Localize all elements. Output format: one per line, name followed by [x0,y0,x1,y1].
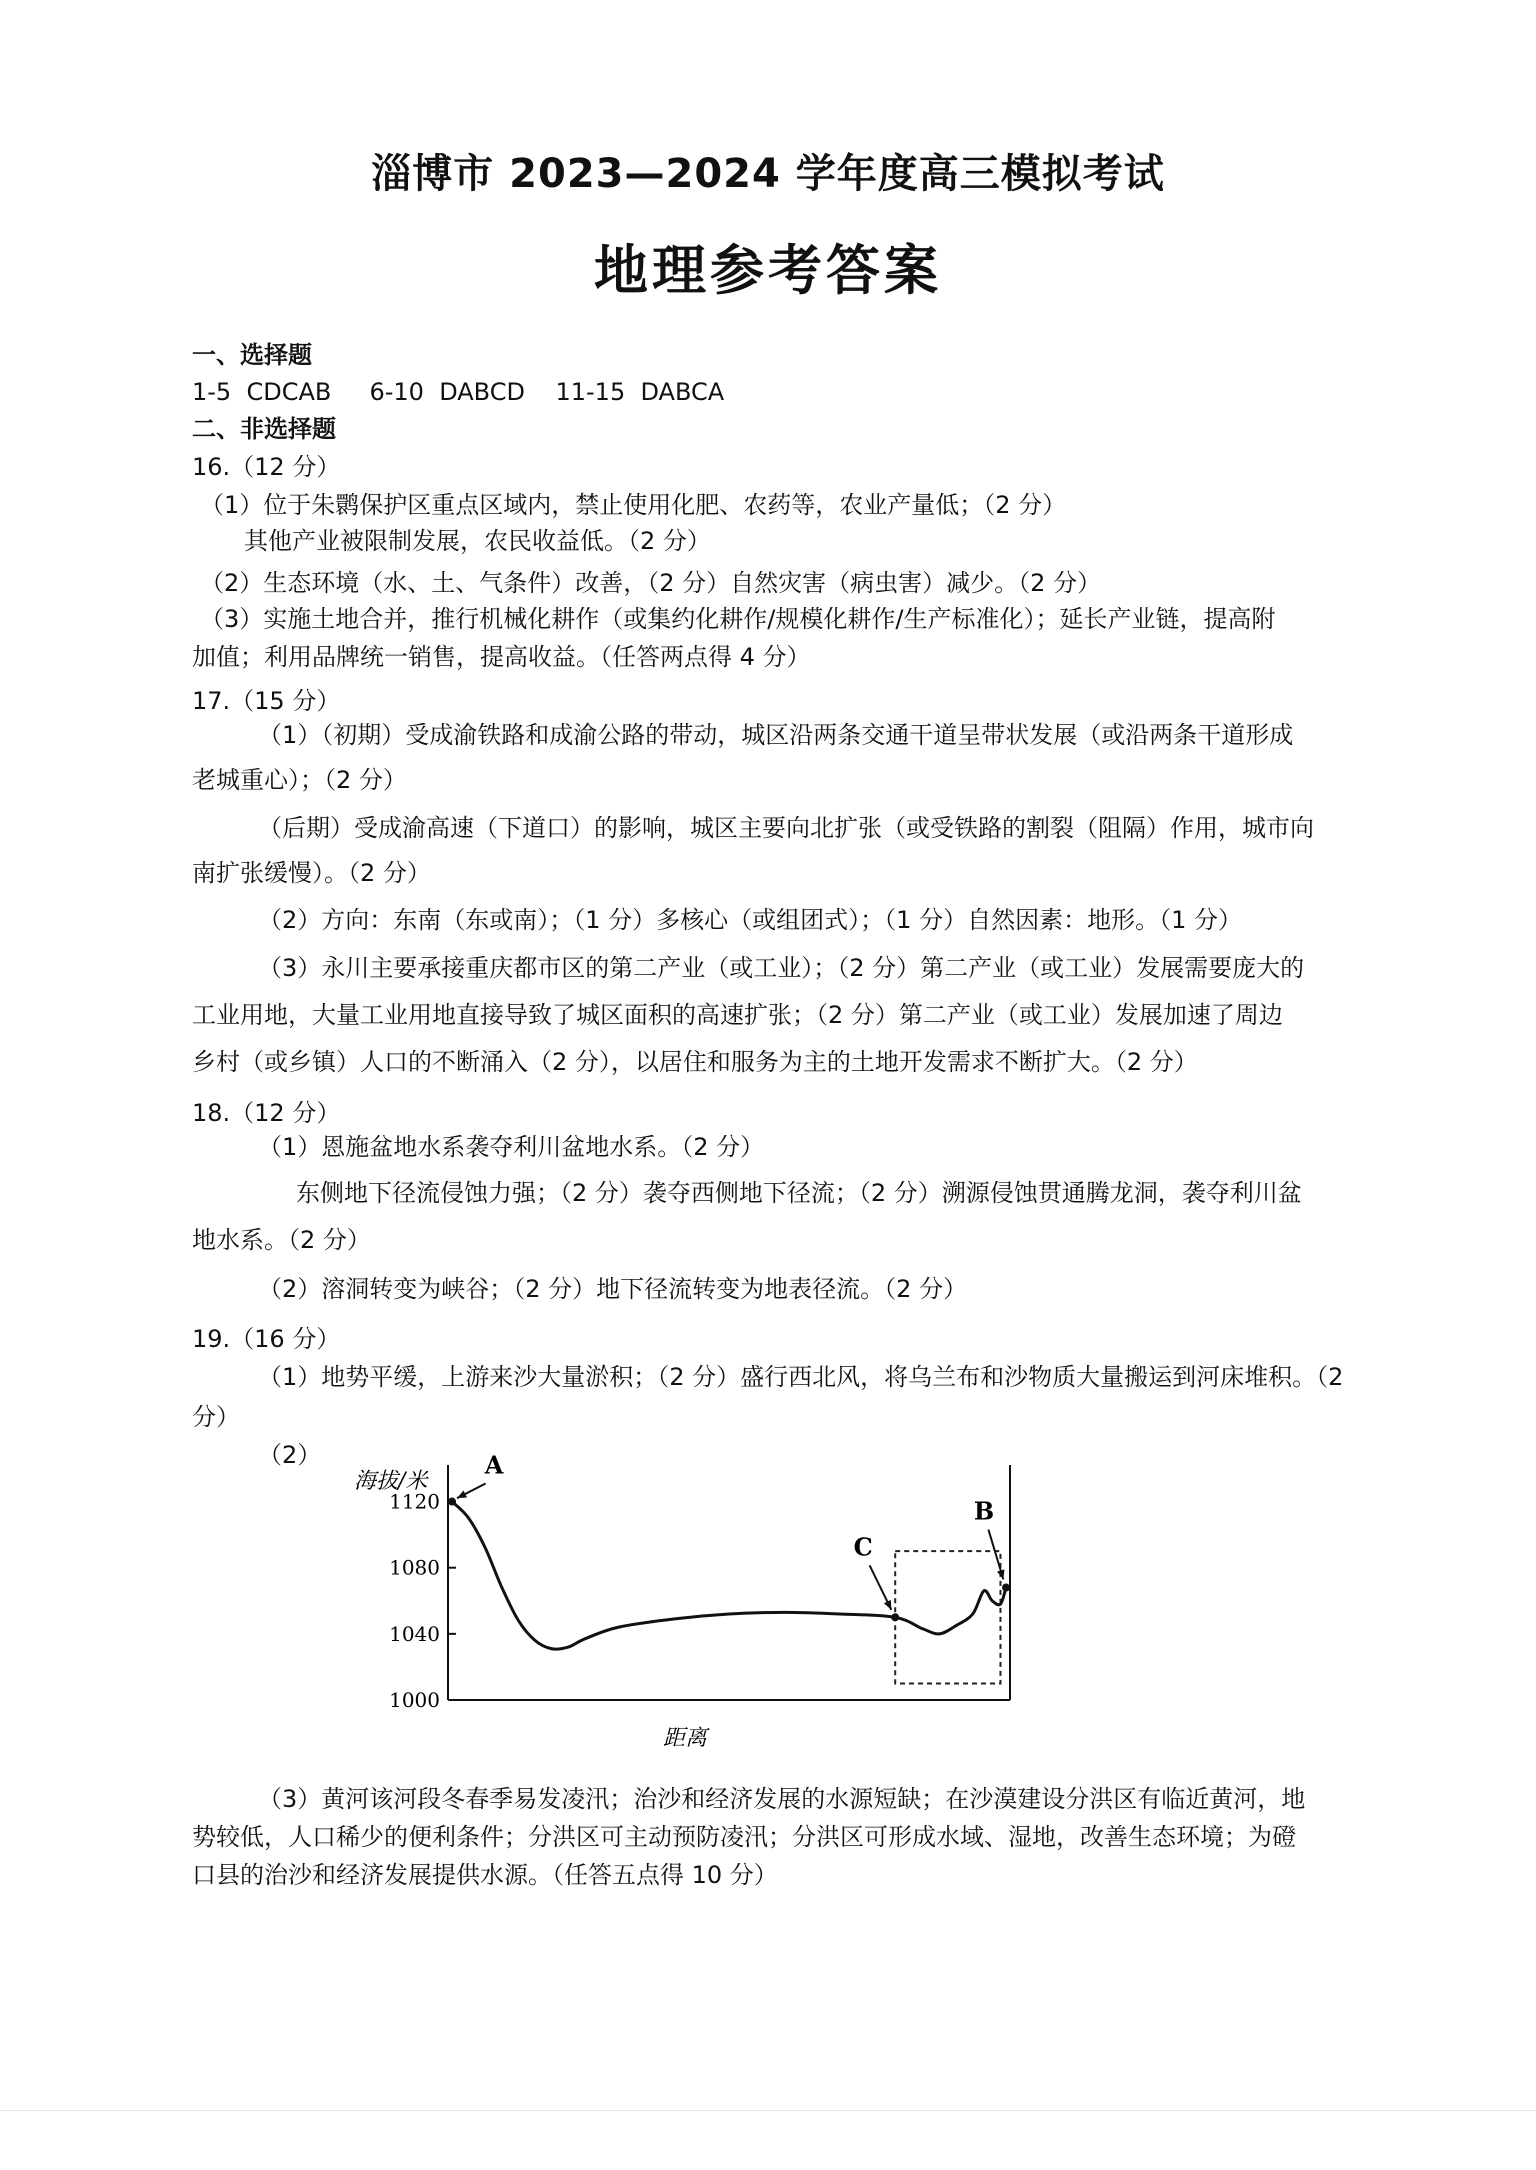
elevation-profile-line [452,1502,1006,1650]
section-choice-heading: 一、选择题 [192,341,312,369]
q17-line-4: 南扩张缓慢）。（2 分） [192,859,431,887]
q16-line-2: 其他产业被限制发展，农民收益低。（2 分） [244,527,711,555]
y-tick-label: 1080 [389,1555,440,1580]
q19-line-1: （1）地势平缓，上游来沙大量淤积；（2 分）盛行西北风，将乌兰布和沙物质大量搬运到河床堆积。（2 [258,1363,1344,1391]
point-b-label: B [973,1496,995,1526]
q19-line-3: （2） [258,1441,322,1469]
q16-line-4: （3）实施土地合并，推行机械化耕作（或集约化耕作/规模化耕作/生产标准化）；延长产业链，提高附 [200,605,1276,633]
q17-header: 17.（15 分） [192,687,341,715]
x-axis-label: 距离 [663,1726,708,1751]
point-c-dot [891,1613,899,1621]
q17-line-2: 老城重心）；（2 分） [192,766,407,794]
q18-line-2: 东侧地下径流侵蚀力强；（2 分）袭夺西侧地下径流；（2 分）溯源侵蚀贯通腾龙洞，袭夺利川盆 [296,1179,1302,1207]
answer-key-title: 地理参考答案 [594,239,942,302]
point-b-dot [1002,1584,1010,1592]
choice-answers: 1-5 CDCAB 6-10 DABCD 11-15 DABCA [192,378,725,406]
y-axis-label: 海拔/米 [354,1469,428,1494]
q17-line-5: （2）方向：东南（东或南）；（1 分）多核心（或组团式）；（1 分）自然因素：地形。（1 分） [258,906,1242,934]
q19-line-2: 分） [192,1403,240,1431]
exam-title: 淄博市 2023—2024 学年度高三模拟考试 [371,151,1165,197]
q16-line-3: （2）生态环境（水、土、气条件）改善，（2 分）自然灾害（病虫害）减少。（2 分） [200,569,1102,597]
q19-line-5: 势较低，人口稀少的便利条件；分洪区可主动预防凌汛；分洪区可形成水域、湿地，改善生态环境；为磴 [192,1823,1296,1851]
q18-line-3: 地水系。（2 分） [192,1226,371,1254]
q16-line-5: 加值；利用品牌统一销售，提高收益。（任答两点得 4 分） [192,643,811,671]
q18-line-4: （2）溶洞转变为峡谷；（2 分）地下径流转变为地表径流。（2 分） [258,1275,968,1303]
point-c-label: C [853,1532,873,1562]
point-a-label: A [484,1455,504,1480]
page-bottom-divider [0,2110,1536,2111]
point-b-arrowhead [997,1569,1004,1579]
q19-header: 19.（16 分） [192,1325,341,1353]
y-tick-label: 1040 [389,1621,440,1646]
q19-line-4: （3）黄河该河段冬春季易发凌汛；治沙和经济发展的水源短缺；在沙漠建设分洪区有临近黄河，地 [258,1785,1306,1813]
y-tick-label: 1120 [389,1489,440,1514]
q18-line-1: （1）恩施盆地水系袭夺利川盆地水系。（2 分） [258,1133,765,1161]
point-a-dot [448,1498,456,1506]
q17-line-6: （3）永川主要承接重庆都市区的第二产业（或工业）；（2 分）第二产业（或工业）发展需要庞大的 [258,954,1305,982]
q17-line-1: （1）（初期）受成渝铁路和成渝公路的带动，城区沿两条交通干道呈带状发展（或沿两条干道形成 [258,721,1294,749]
q19-line-6: 口县的治沙和经济发展提供水源。（任答五点得 10 分） [192,1861,778,1889]
y-tick-label: 1000 [389,1688,440,1712]
q17-line-8: 乡村（或乡镇）人口的不断涌入（2 分），以居住和服务为主的土地开发需求不断扩大。（2 分） [192,1048,1198,1076]
q16-line-1: （1）位于朱鹮保护区重点区域内，禁止使用化肥、农药等，农业产量低；（2 分） [200,491,1067,519]
detail-dashed-box [895,1551,1000,1683]
elevation-profile-chart [340,1455,1040,1755]
q17-line-7: 工业用地，大量工业用地直接导致了城区面积的高速扩张；（2 分）第二产业（或工业）发展加速了周边 [192,1001,1283,1029]
q17-line-3: （后期）受成渝高速（下道口）的影响，城区主要向北扩张（或受铁路的割裂（阻隔）作用，城市向 [258,814,1314,842]
q16-header: 16.（12 分） [192,453,341,481]
section-nonchoice-heading: 二、非选择题 [192,415,336,443]
q18-header: 18.（12 分） [192,1099,341,1127]
